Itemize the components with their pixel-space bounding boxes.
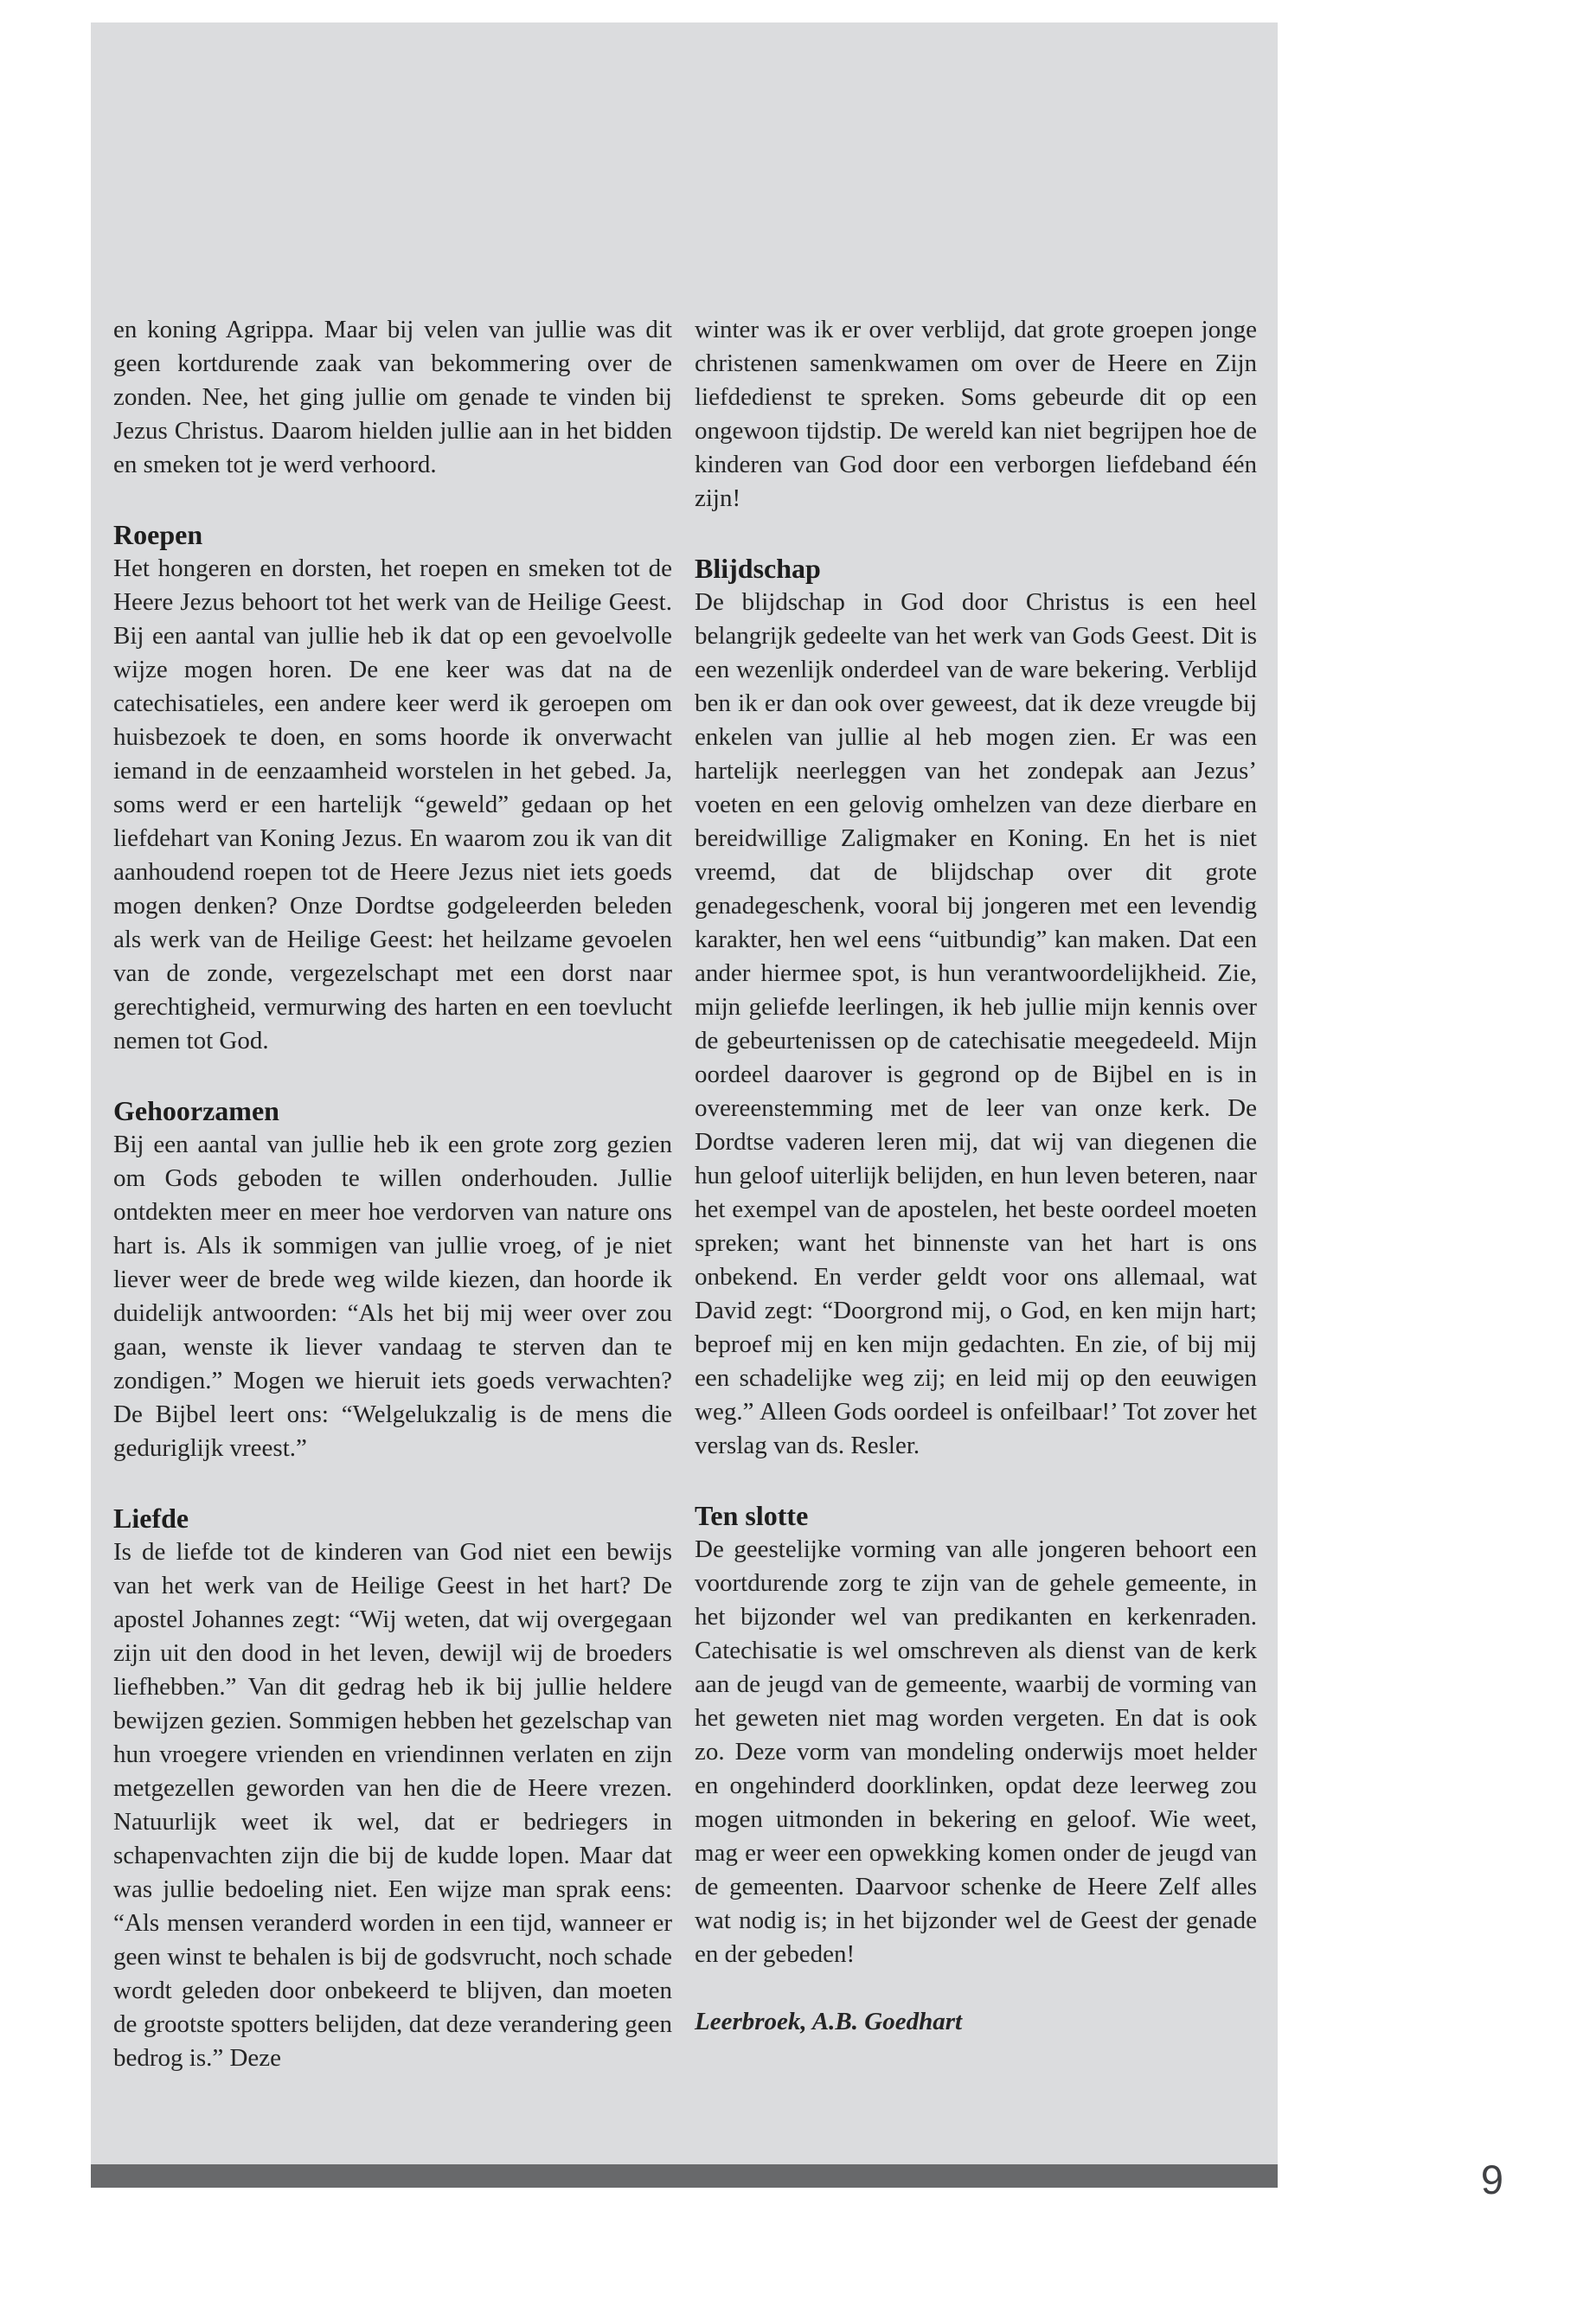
paragraph-continuation-winter: winter was ik er over verblijd, dat grote groepen jonge christenen samenkwamen om over de Heere en Zijn liefdedienst te spreken. Soms gebeurde dit op een ongewoon tijdstip. De wereld kan niet begrijpen hoe de kinderen van God door een verborgen liefdeband één zijn! [695,316,1257,512]
footer-bar [91,2164,1278,2188]
text-column-right [695,313,1257,2039]
author-signature: Leerbroek, A.B. Goedhart [695,2008,963,2035]
section-heading-gehoorzamen: Gehoorzamen [113,1095,279,1126]
paragraph-blijdschap: De blijdschap in God door Christus is een heel belangrijk gedeelte van het werk van Gods Geest. Dit is een wezenlijk onderdeel van de ware bekering. Verblijd ben ik er dan ook over geweest, dat ik deze vreugde bij enkelen van jullie al heb mogen zien. Er was een hartelijk neerleggen van het zondepak aan Jezus’ voeten en een gelovig omhelzen van deze dierbare en bereidwillige Zaligmaker en Koning. En het is niet vreemd, dat de blijdschap over dit grote genadegeschenk, vooral bij jongeren met een levendig karakter, hen wel eens “uitbundig” kan maken. Dat een ander hiermee spot, is hun verantwoordelijkheid. Zie, mijn geliefde leerlingen, ik heb jullie mijn kennis over de gebeurtenissen op de catechisatie meegedeeld. Mijn oordeel daarover is gegrond op de Bijbel en is in overeenstemming met de leer van onze kerk. De Dordtse vaderen leren mij, dat wij van diegenen die hun geloof uiterlijk belijden, en hun leven beteren, naar het exempel van de apostelen, het beste oordeel moeten spreken; want het binnenste van het hart is ons onbekend. En verder geldt voor ons allemaal, wat David zegt: “Doorgrond mij, o God, en ken mijn hart; beproef mij en ken mijn gedachten. En zie, of bij mij een schadelijke weg zij; en leid mij op den eeuwigen weg.” Alleen Gods oordeel is onfeilbaar!’ Tot zover het verslag van ds. Resler. [695,588,1257,1459]
page-number: 9 [1480,2157,1504,2202]
section-heading-blijdschap: Blijdschap [695,553,821,584]
paragraph-roepen: Het hongeren en dorsten, het roepen en smeken tot de Heere Jezus behoort tot het werk van de Heilige Geest. Bij een aantal van jullie heb ik dat op een gevoelvolle wijze mogen horen. De ene keer was dat na de catechisatieles, een andere keer werd ik geroepen om huisbezoek te doen, en soms hoorde ik onverwacht iemand in de eenzaamheid worstelen in het gebed. Ja, soms werd er een hartelijk “geweld” gedaan op het liefdehart van Koning Jezus. En waarom zou ik van dit aanhoudend roepen tot de Heere Jezus niet iets goeds mogen denken? Onze Dordtse godgeleerden beleden als werk van de Heilige Geest: het heilzame gevoelen van de zonde, vergezelschapt met een dorst naar gerechtigheid, vermurwing des harten en een toevlucht nemen tot God. [113,554,672,1054]
paragraph-liefde: Is de liefde tot de kinderen van God niet een bewijs van het werk van de Heilige Geest in het hart? De apostel Johannes zegt: “Wij weten, dat wij overgegaan zijn uit den dood in het leven, dewijl wij de broeders liefhebben.” Van dit gedrag heb ik bij jullie heldere bewijzen gezien. Sommigen hebben het gezelschap van hun vroegere vrienden en vriendinnen verlaten en zijn metgezellen geworden van hen die de Heere vrezen. Natuurlijk weet ik wel, dat er bedriegers in schapenvachten zijn die bij de kudde lopen. Maar dat was jullie bedoeling niet. Een wijze man sprak eens: “Als mensen veranderd worden in een tijd, wanneer er geen winst te behalen is bij de godsvrucht, noch schade wordt geleden door onbekeerd te blijven, dan moeten de grootste spotters belijden, dat deze verandering geen bedrog is.” Deze [113,1538,672,2072]
section-heading-roepen: Roepen [113,519,203,550]
paragraph-ten-slotte: De geestelijke vorming van alle jongeren behoort een voortdurende zorg te zijn van de gehele gemeente, in het bijzonder wel van predikanten en kerkenraden. Catechisatie is wel omschreven als dienst van de kerk aan de jeugd van de gemeente, waarbij de vorming van het geweten niet mag worden vergeten. En dat is ook zo. Deze vorm van mondeling onderwijs moet helder en ongehinderd doorklinken, opdat deze leerweg zou mogen uitmonden in bekering en geloof. Wie weet, mag er weer een opwekking komen onder de jeugd van de gemeenten. Daarvoor schenke de Heere Zelf alles wat nodig is; in het bijzonder wel de Geest der genade en der gebeden! [695,1535,1257,1968]
section-heading-liefde: Liefde [113,1503,189,1534]
paragraph-gehoorzamen: Bij een aantal van jullie heb ik een grote zorg gezien om Gods geboden te willen onderhouden. Jullie ontdekten meer en meer hoe verdorven van nature ons hart is. Als ik sommigen van jullie vroeg, of je niet liever weer de brede weg wilde kiezen, dan hoorde ik duidelijk antwoorden: “Als het bij mij weer over zou gaan, wenste ik liever vandaag te sterven dan te zondigen.” Mogen we hieruit iets goeds verwachten? De Bijbel leert ons: “Welgelukzalig is de mens die geduriglijk vreest.” [113,1131,672,1462]
text-column-left [113,313,672,2075]
section-heading-ten-slotte: Ten slotte [695,1500,809,1531]
paragraph-continuation-agrippa: en koning Agrippa. Maar bij velen van jullie was dit geen kortdurende zaak van bekommering over de zonden. Nee, het ging jullie om genade te vinden bij Jezus Christus. Daarom hielden jullie aan in het bidden en smeken tot je werd verhoord. [113,316,672,478]
